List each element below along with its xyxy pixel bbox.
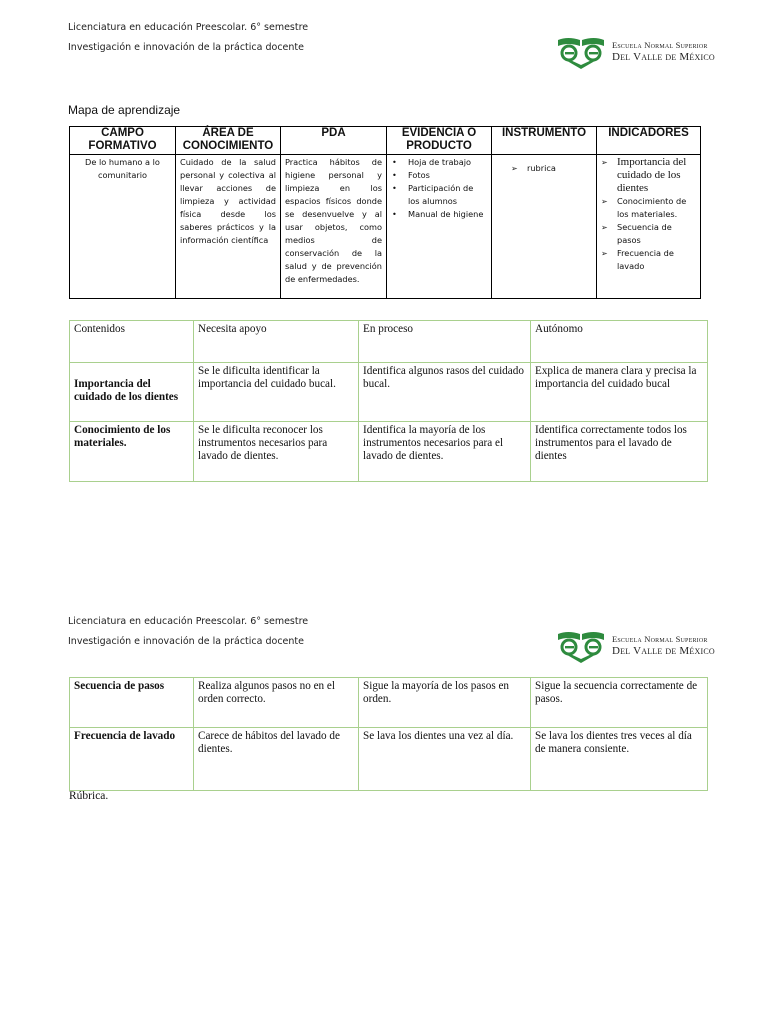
map-evidencia-cell bbox=[387, 155, 492, 299]
instrumento-item: ➢ rubrica bbox=[511, 162, 592, 175]
rubric-contenido-cell: Secuencia de pasos bbox=[70, 678, 194, 728]
map-header-indicadores: INDICADORES bbox=[597, 127, 701, 155]
header-course-line: Investigación e innovación de la práctica docente bbox=[68, 42, 304, 53]
header-program-line: Licenciatura en educación Preescolar. 6° semestre bbox=[68, 616, 309, 627]
map-instrumento-cell bbox=[492, 155, 597, 299]
rubric-autonomo-cell: Explica de manera clara y precisa la importancia del cuidado bucal bbox=[531, 363, 708, 422]
logo-school-line2: Del Valle de México bbox=[612, 644, 715, 657]
logo-school-line1: Escuela Normal Superior bbox=[612, 634, 708, 645]
school-logo-emblem-icon bbox=[556, 628, 606, 664]
indicador-item: ➢ Secuencia de pasos bbox=[601, 221, 696, 247]
rubric-caption: Rúbrica. bbox=[69, 790, 109, 802]
rubric-contenido-cell bbox=[70, 363, 194, 422]
rubric-header-proceso: En proceso bbox=[359, 321, 531, 363]
rubric-proceso-cell: Identifica la mayoría de los instrumentos necesarios para el lavado de dientes. bbox=[359, 422, 531, 482]
header-course-line: Investigación e innovación de la práctica docente bbox=[68, 636, 304, 647]
rubric-proceso-cell: Sigue la mayoría de los pasos en orden. bbox=[359, 678, 531, 728]
rubric-table bbox=[69, 320, 708, 482]
map-content-row bbox=[70, 155, 701, 299]
map-header-evidencia: EVIDENCIA O PRODUCTO bbox=[387, 127, 492, 155]
rubric-proceso-cell: Se lava los dientes una vez al día. bbox=[359, 728, 531, 791]
rubric-header-apoyo: Necesita apoyo bbox=[194, 321, 359, 363]
map-pda-cell: Practica hábitos de higiene personal y limpieza en los espacios físicos donde se desenvuelve y al usar objetos, como medios de conservación de la salud y de prevención de enfermedades. bbox=[281, 155, 387, 299]
rubric-autonomo-cell: Sigue la secuencia correctamente de pasos. bbox=[531, 678, 708, 728]
evidencia-item: • Manual de higiene bbox=[391, 208, 487, 221]
table-row bbox=[70, 728, 708, 791]
rubric-header-autonomo: Autónomo bbox=[531, 321, 708, 363]
rubric-header-contenidos: Contenidos bbox=[70, 321, 194, 363]
indicador-item: ➢ Frecuencia de lavado bbox=[601, 247, 696, 273]
map-area-cell: Cuidado de la salud personal y colectiva al llevar acciones de limpieza y actividad física desde los saberes prácticos y la información científica bbox=[176, 155, 281, 299]
rubric-apoyo-cell: Se le dificulta identificar la importancia del cuidado bucal. bbox=[194, 363, 359, 422]
rubric-contenido-cell: Conocimiento de los materiales. bbox=[70, 422, 194, 482]
rubric-contenido-cell: Frecuencia de lavado bbox=[70, 728, 194, 791]
logo-school-line1: Escuela Normal Superior bbox=[612, 40, 708, 51]
learning-map-table bbox=[69, 126, 701, 299]
map-header-pda: PDA bbox=[281, 127, 387, 155]
evidencia-item: • Hoja de trabajo bbox=[391, 156, 487, 169]
school-logo-emblem-icon bbox=[556, 34, 606, 70]
evidencia-item: • Participación de los alumnos bbox=[391, 182, 487, 208]
rubric-apoyo-cell: Carece de hábitos del lavado de dientes. bbox=[194, 728, 359, 791]
map-header-instrumento: INSTRUMENTO bbox=[492, 127, 597, 155]
table-row bbox=[70, 678, 708, 728]
table-row bbox=[70, 363, 708, 422]
rubric-table-continued bbox=[69, 677, 708, 791]
map-header-row bbox=[70, 127, 701, 155]
map-title: Mapa de aprendizaje bbox=[68, 103, 181, 117]
map-header-campo: CAMPO FORMATIVO bbox=[70, 127, 176, 155]
rubric-proceso-cell: Identifica algunos rasos del cuidado bucal. bbox=[359, 363, 531, 422]
rubric-autonomo-cell: Identifica correctamente todos los instrumentos para el lavado de dientes bbox=[531, 422, 708, 482]
map-header-area: ÁREA DE CONOCIMIENTO bbox=[176, 127, 281, 155]
rubric-autonomo-cell: Se lava los dientes tres veces al día de manera consiente. bbox=[531, 728, 708, 791]
indicador-item: ➢ Conocimiento de los materiales. bbox=[601, 195, 696, 221]
logo-school-line2: Del Valle de México bbox=[612, 50, 715, 63]
rubric-contenido-text: Importancia del cuidado de los dientes bbox=[74, 378, 179, 403]
evidencia-item: • Fotos bbox=[391, 169, 487, 182]
rubric-apoyo-cell: Se le dificulta reconocer los instrumentos necesarios para lavado de dientes. bbox=[194, 422, 359, 482]
rubric-apoyo-cell: Realiza algunos pasos no en el orden correcto. bbox=[194, 678, 359, 728]
indicador-item: ➢ Importancia del cuidado de los dientes bbox=[601, 156, 696, 195]
map-campo-cell: De lo humano a lo comunitario bbox=[70, 155, 176, 299]
school-logo bbox=[556, 626, 716, 666]
table-row bbox=[70, 422, 708, 482]
school-logo bbox=[556, 32, 716, 72]
rubric-header-row bbox=[70, 321, 708, 363]
map-indicadores-cell bbox=[597, 155, 701, 299]
header-program-line: Licenciatura en educación Preescolar. 6° semestre bbox=[68, 22, 309, 33]
